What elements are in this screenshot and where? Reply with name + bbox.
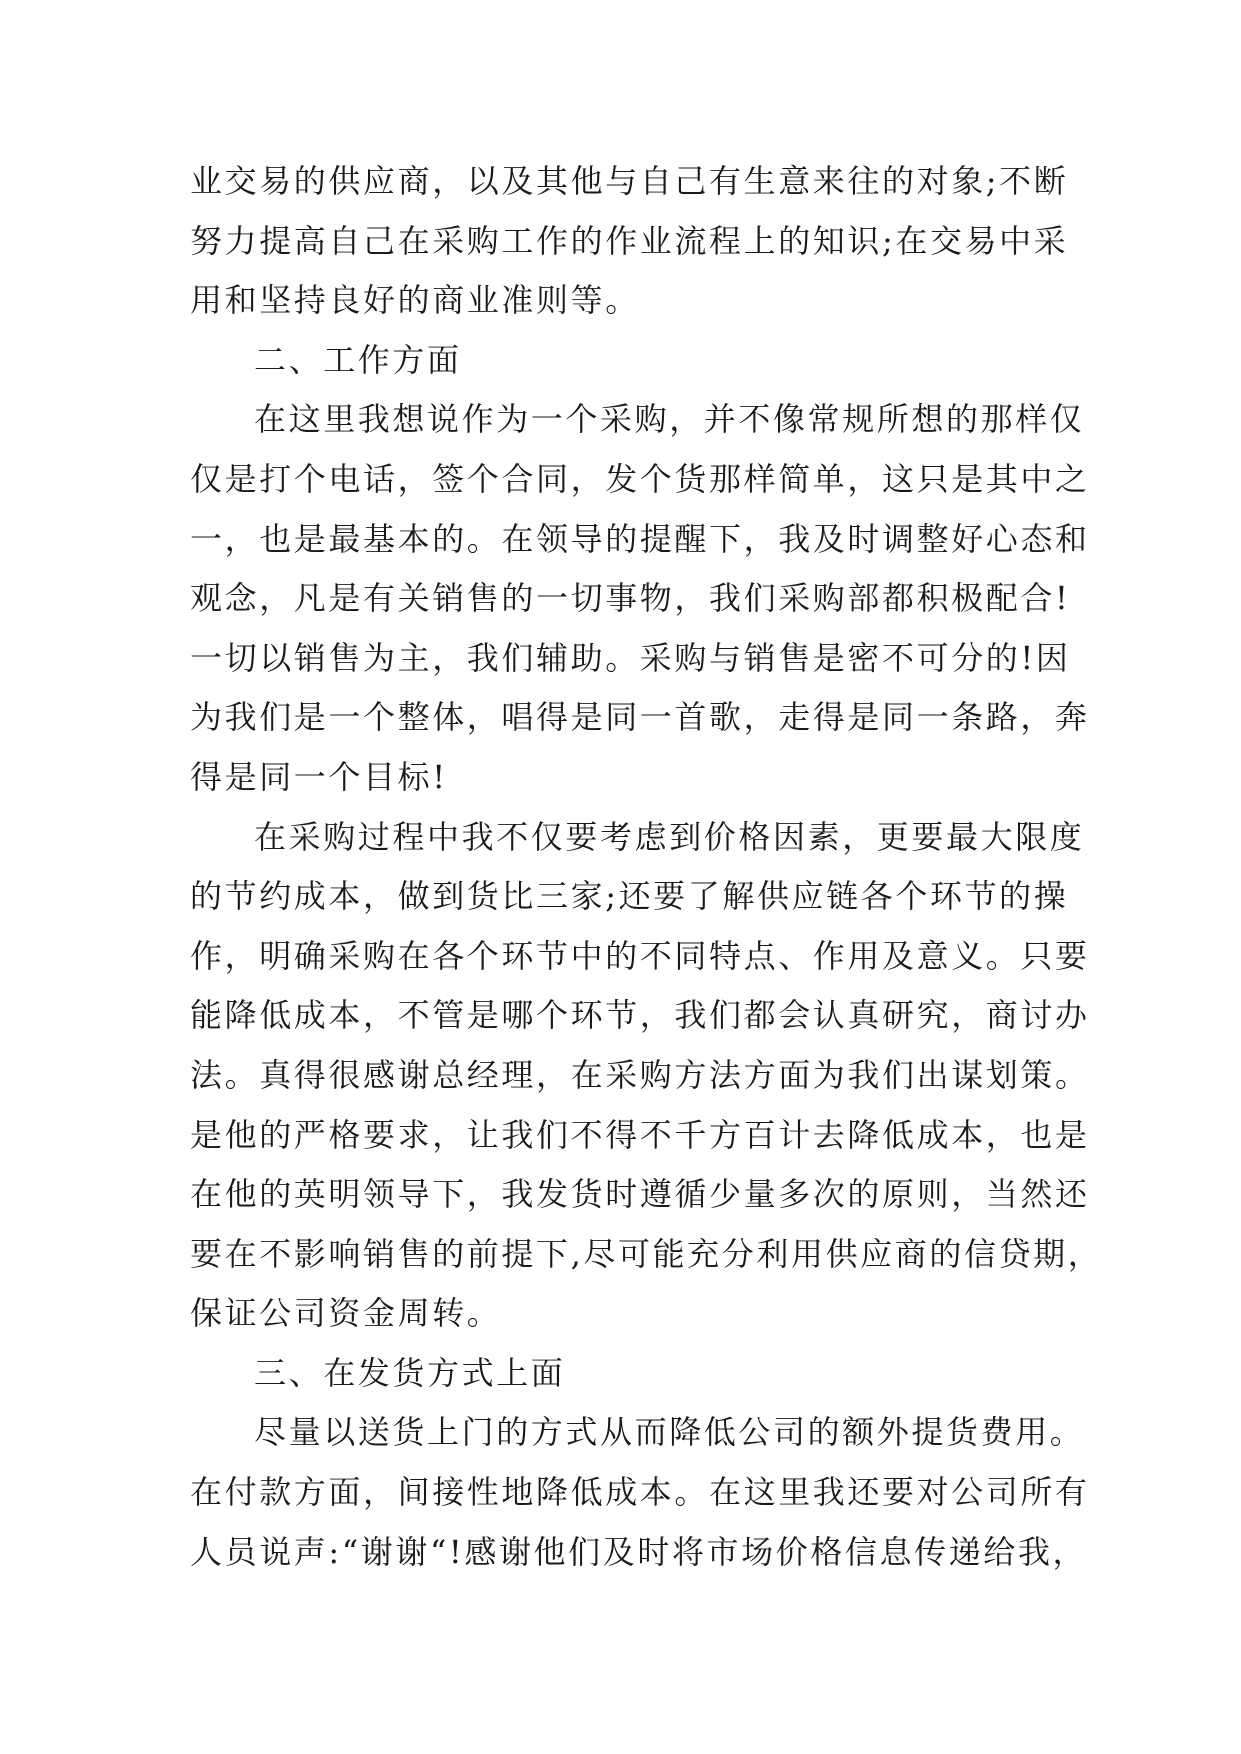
text-line: 人员说声:“谢谢“!感谢他们及时将市场价格信息传递给我， (190, 1532, 1088, 1571)
text-line: 作，明确采购在各个环节中的不同特点、作用及意义。只要 (190, 936, 1090, 975)
section-heading: 三、在发货方式上面 (254, 1353, 566, 1392)
document-body (190, 152, 1103, 1582)
text-line: 在他的英明领导下，我发货时遵循少量多次的原则，当然还 (190, 1175, 1090, 1214)
text-line: 是他的严格要求，让我们不得不千方百计去降低成本，也是 (190, 1115, 1090, 1154)
text-line: 法。真得很感谢总经理，在采购方法方面为我们出谋划策。 (190, 1055, 1090, 1094)
text-line: 用和坚持良好的商业准则等。 (190, 281, 640, 320)
text-line: 能降低成本，不管是哪个环节，我们都会认真研究，商讨办 (190, 996, 1090, 1035)
text-line: 得是同一个目标! (190, 757, 448, 796)
text-line: 观念，凡是有关销售的一切事物，我们采购部都积极配合! (190, 579, 1071, 618)
text-line: 努力提高自己在采购工作的作业流程上的知识;在交易中采 (190, 221, 1069, 260)
text-line: 仅是打个电话，签个合同，发个货那样简单，这只是其中之 (190, 459, 1090, 498)
section-heading: 二、工作方面 (254, 340, 462, 379)
text-line: 在付款方面，间接性地降低成本。在这里我还要对公司所有 (190, 1473, 1090, 1512)
text-line: 在这里我想说作为一个采购，并不像常规所想的那样仅 (254, 400, 1085, 439)
text-line: 一切以销售为主，我们辅助。采购与销售是密不可分的!因 (190, 638, 1071, 677)
text-line: 的节约成本，做到货比三家;还要了解供应链各个环节的操 (190, 877, 1069, 916)
text-line: 为我们是一个整体，唱得是同一首歌，走得是同一条路，奔 (190, 698, 1090, 737)
text-line: 一，也是最基本的。在领导的提醒下，我及时调整好心态和 (190, 519, 1090, 558)
text-line: 保证公司资金周转。 (190, 1294, 502, 1333)
text-line: 尽量以送货上门的方式从而降低公司的额外提货费用。 (254, 1413, 1085, 1452)
text-line: 在采购过程中我不仅要考虑到价格因素，更要最大限度 (254, 817, 1085, 856)
text-line: 业交易的供应商，以及其他与自己有生意来往的对象;不断 (190, 162, 1069, 200)
text-line: 要在不影响销售的前提下,尽可能充分利用供应商的信贷期， (190, 1234, 1103, 1273)
